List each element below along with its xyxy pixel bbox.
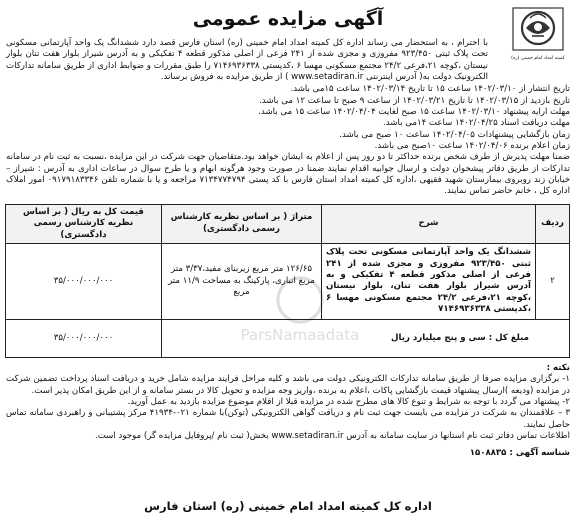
dates-section [6,84,570,197]
cell-total-price: ۳۵/۰۰۰/۰۰۰/۰۰۰ [6,319,162,357]
date-submit: مهلت ارایه پیشنهاد ۱۴۰۲/۰۳/۱۰ ساعت ۱۵ صبح لغایت ۱۴۰۲/۰۴/۰۴ ساعت ۱۵ می باشد. [258,107,570,118]
cell-row-number: ۲ [536,243,570,319]
conditions-paragraph: ضمنا مهلت پذیرش از طرف شخص برنده حداکثر تا دو روز پس از اعلام به ایشان خواهد بود.متقاضیان جهت شرکت در این مزایده ،نسبت به ثبت نام در سامانه تدارکات از طریق دفاتر پیشخوان دولت و ارسال جوابیه اقدام نمایند ضمنا در صورت وجود هرگونه ابهام و یا طرح سوال در ساعات اداری به آدرس : شیراز –خیابان زند روبروی بیمارستان شهید فقیهی ،اداره کل کمیته امداد استان فارس با کد پستی ۷۱۳۴۷۷۴۷۹۴ مراجعه و یا با شماره تلفن ۰۹۱۷۹۱۸۳۳۴۶ امور املاک اداره کل ، خانم حاضر تماس نمایند. [6,152,571,197]
date-publish: تاریخ انتشار از ۱۴۰۲/۰۳/۱۰ ساعت ۱۵ تا تاریخ ۱۴۰۲/۰۳/۱۴ ساعت ۱۵می باشد. [290,84,570,95]
notice-id: شناسه آگهی : ۱۵۰۸۸۳۵ [469,448,570,459]
emdad-logo-icon [510,6,566,64]
footer-organization: اداره کل کمیته امداد امام خمینی (ره) استان فارس [144,498,432,513]
cell-total-label: مبلغ کل : سی و پنج میلیارد ریال [162,319,570,357]
note-item: ۲- پیشنهاد می گردد با توجه به شرایط و تنوع کالا های مطرح شده در مزایده قبلا از اقلام موضوع مزایده بازدید به عمل آورید. [127,396,570,407]
table-header-row [6,204,570,243]
watermark-text: ParsNamaadata [240,326,360,344]
cell-area: ۱۲۶/۶۵ متر مربع زیربنای مفید،۳/۳۷ متر مربع انباری، پارکینگ به مساحت ۱۱/۹ متر مربع [162,243,322,319]
header [6,4,570,38]
date-winner: زمان اعلام برنده ۱۴۰۲/۰۴/۰۶ ساعت ۱۰صبح می باشد. [374,141,570,152]
cell-description: ششدانگ یک واحد آپارتمانی مسکونی تحت پلاک ثبتی ۹۲۳/۴۵۰ مفروزی و مجزی شده از ۲۴۱ فرعی از اصلی مذکور قطعه ۴ تفکیکی و به آدرس شیراز بلوار هفت تنان، بلوار نیستان ،کوچه ۲۱،فرعی ۲۴/۲ مجتمع مسکونی مهسا ۶ ،کدپستی ۷۱۴۶۹۳۶۳۳۸ [322,243,536,319]
note-item: ۳ – علاقمندان به شرکت در مزایده می بایست جهت ثبت نام و دریافت گواهی الکترونیکی (توکن)با شماره ۰۲۱-۴۱۹۳۴ مرکز پشتیبانی و راهبردی سامانه تماس حاصل نمایند. [6,408,570,430]
notes-title: نکته : [546,362,570,373]
header-description: شرح [322,204,536,243]
header-row-number: ردیف [536,204,570,243]
intro-paragraph: با احترام ، به استحضار می رساند اداره کل کمیته امداد امام خمینی (ره) استان فارس قصد دارد ششدانگ یک واحد آپارتمانی مسکونی تحت پلاک ثبتی ۹۲۳/۴۵۰ مفروزی و مجزی شده از ۲۴۱ فرعی از اصلی مذکور قطعه ۴ تفکیکی و به آدرس شیراز بلوار هفت تنان بلوار نیستان ،کوچه ۲۱،فرعی ۲۴/۲ مجتمع مسکونی مهسا ۶ ،کدپستی ۷۱۴۶۹۳۶۳۳۸ را طبق مقررات و ضوابط اداری از طریق سامانه تدارکات الکترونیک دولت به( آدرس اینترنتی www.setadiran.ir ) از طریق مزایده به فروش برساند. [6,38,489,83]
date-opening: زمان بازگشایی پیشنهادات ۱۴۰۲/۰۴/۰۵ ساعت ۱۰ صبح می باشد. [339,129,570,140]
notes-section [6,363,570,442]
note-item: ۱- برگزاری مزایده صرفا از طریق سامانه تدارکات الکترونیکی دولت می باشد و کلیه مراحل فرایند مزایده شامل خرید و دریافت اسناد پرداخت تضمین شرکت در مزایده (ودیعه )ارسال پیشنهاد قیمت بازگشایی پاکات ،اعلام به برنده ،واریز وجه مزایده و تحویل کالا در بستر سامانه و از این طریق امکان پذیر است. [6,374,570,396]
header-price: قیمت کل به ریال ( بر اساس نظریه کارشناس رسمی دادگستری) [6,204,162,243]
table-total-row [6,319,570,357]
items-table [5,204,570,358]
date-documents: مهلت دریافت اسناد ۱۴۰۲/۰۴/۲۵ ساعت ۱۴می باشد. [383,118,570,129]
note-item: اطلاعات تماس دفاتر ثبت نام استانها در سایت سامانه به آدرس www.setadiran.ir بخش( ثبت نام /پروفایل مزایده گر) موجود است. [95,430,570,441]
page-title: آگهی مزایده عمومی [192,8,384,30]
logo-caption: کمیته امداد امام خمینی (ره) [511,56,565,61]
cell-price: ۳۵/۰۰۰/۰۰۰/۰۰۰ [6,243,162,319]
header-area: متراژ ( بر اساس نظریه کارشناس رسمی دادگستری) [162,204,322,243]
table-row [6,243,570,319]
intro-section [6,38,570,83]
date-visit: تاریخ بازدید از ۱۴۰۲/۰۳/۱۵ تا تاریخ ۱۴۰۲/۰۳/۲۱ از ساعت ۹ صبح تا ساعت ۱۲ می باشد. [259,95,570,106]
